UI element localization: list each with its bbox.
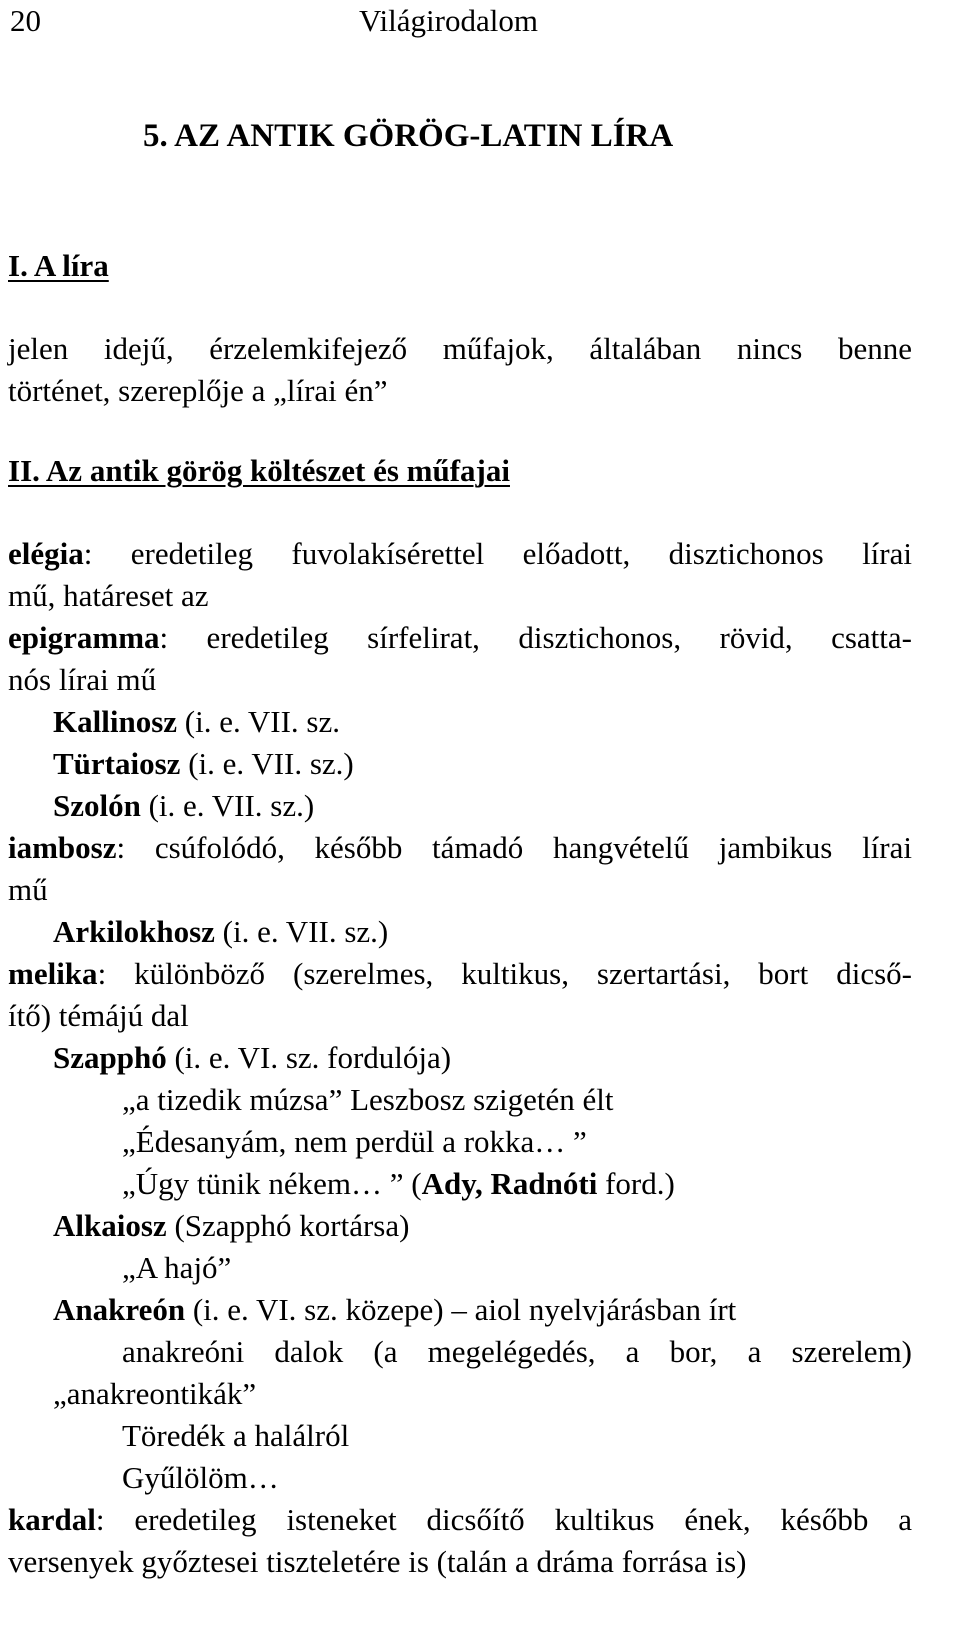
melika-text: : különböző (szerelmes, kultikus, szertartási, bort dicső- [97,956,912,991]
chapter-title: 5. AZ ANTIK GÖRÖG-LATIN LÍRA [143,118,674,154]
author-alkaiosz: Alkaiosz (Szapphó kortársa) [53,1208,410,1243]
section-heading-mufajai: II. Az antik görög költészet és műfajai [8,453,510,488]
iambosz-term: iambosz [8,830,117,865]
alkaiosz-work-hajo: „A hajó” [122,1250,232,1285]
iambosz-line1 [8,832,912,863]
elegia-text: : eredetileg fuvolakísérettel előadott, disztichonos lírai [83,536,912,571]
elegia-line1 [8,538,912,569]
szappho-work-edesanyam: „Édesanyám, nem perdül a rokka… ” [122,1124,587,1159]
author-anakreon: Anakreón (i. e. VI. sz. közepe) – aiol nyelvjárásban írt [53,1292,737,1327]
epigramma-line1 [8,622,912,653]
author-arkilokhosz: Arkilokhosz (i. e. VII. sz.) [53,914,389,949]
melika-line2: ítő) témájú dal [8,998,189,1033]
author-kallinosz: Kallinosz (i. e. VII. sz. [53,704,341,739]
section-heading-lira: I. A líra [8,248,109,283]
author-szolon: Szolón (i. e. VII. sz.) [53,788,315,823]
szappho-note: „a tizedik múzsa” Leszbosz szigetén élt [122,1082,614,1117]
szappho-work-ugy-tunik: „Úgy tünik nékem… ” (Ady, Radnóti ford.) [122,1166,675,1201]
author-turtaiosz: Türtaiosz (i. e. VII. sz.) [53,746,354,781]
iambosz-text: : csúfolódó, később támadó hangvételű jambikus lírai [116,830,912,865]
anakreon-work-toredek: Töredék a halálról [122,1418,350,1453]
anakreon-work-gyulolom: Gyűlölöm… [122,1460,279,1495]
page-number: 20 [10,3,41,38]
running-title: Világirodalom [359,3,538,38]
kardal-line1 [8,1504,912,1535]
author-szappho: Szapphó (i. e. VI. sz. fordulója) [53,1040,452,1075]
kardal-line2: versenyek győztesei tiszteletére is (talán a dráma forrása is) [8,1544,747,1579]
anakreon-line2: anakreóni dalok (a megelégedés, a bor, a szerelem) [122,1334,912,1369]
epigramma-term: epigramma [8,620,160,655]
iambosz-line2: mű [8,872,48,907]
lira-definition-line2: történet, szereplője a „lírai én” [8,373,388,408]
anakreon-anakreontikak: „anakreontikák” [53,1376,257,1411]
kardal-text: : eredetileg isteneket dicsőítő kultikus ének, később a [95,1502,912,1537]
elegia-term: elégia [8,536,84,571]
epigramma-text: : eredetileg sírfelirat, disztichonos, rövid, csatta- [159,620,912,655]
epigramma-line2: nós lírai mű [8,662,157,697]
melika-term: melika [8,956,98,991]
melika-line1 [8,958,912,989]
lira-definition-line1: jelen idejű, érzelemkifejező műfajok, általában nincs benne [8,331,912,366]
elegia-line2: mű, határeset az [8,578,209,613]
kardal-term: kardal [8,1502,96,1537]
